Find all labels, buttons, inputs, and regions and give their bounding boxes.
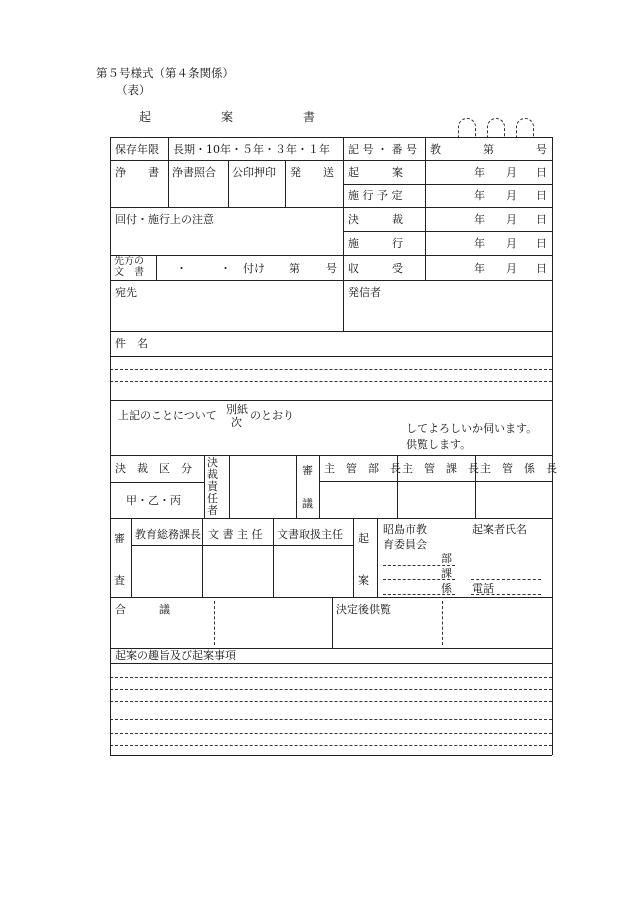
org-line-1: 昭島市教 xyxy=(383,523,427,536)
date-dots: ・ ・ xyxy=(176,262,231,275)
draft-label: 起 案 xyxy=(348,166,403,179)
request-opt-following: 次 xyxy=(231,416,242,429)
symbol-number-label: 記 号 ・ 番 号 xyxy=(348,143,417,156)
org-line-2: 育委員会 xyxy=(383,538,427,551)
document-chief: 文 書 主 任 xyxy=(208,528,263,541)
division-options: 甲・乙・丙 xyxy=(126,494,181,507)
request-line-2: 供覧します。 xyxy=(406,438,472,451)
dest-doc-label-2: 文 書 xyxy=(114,267,144,278)
retention-options: 長期・10年・５年・３年・１年 xyxy=(173,143,330,156)
division-label: 決 裁 区 分 xyxy=(115,462,192,475)
kakari-label: 係 xyxy=(441,582,452,595)
manager-label: 主 管 課 長 xyxy=(402,462,479,475)
enforce-date-label: 施 行 予 定 xyxy=(348,189,403,202)
deliberation-label-2: 議 xyxy=(302,497,313,510)
dest-doc-label-1: 先方の xyxy=(114,256,144,267)
side-label: （表） xyxy=(116,83,151,97)
date-month: 月 xyxy=(506,213,517,226)
draft-side-label-1: 起 xyxy=(358,532,369,545)
draft-side-label-2: 案 xyxy=(358,574,369,587)
date-year: 年 xyxy=(474,189,485,202)
send-label: 発 送 xyxy=(290,166,334,179)
date-year: 年 xyxy=(474,166,485,179)
dated-label: 付け xyxy=(243,262,265,275)
director-label: 主 管 部 長 xyxy=(324,462,401,475)
decision-label: 決 裁 xyxy=(348,213,403,226)
notes-label: 回付・施行上の注意 xyxy=(115,213,214,226)
date-day: 日 xyxy=(536,166,547,179)
deliberation-label-1: 審 xyxy=(302,464,313,477)
inspection-label-2: 査 xyxy=(114,574,125,587)
title-char-1: 起 xyxy=(139,110,152,124)
summary-label: 起案の趣旨及び起案事項 xyxy=(115,649,236,662)
form-number: 第５号様式（第４条関係） xyxy=(96,66,234,80)
seal-mark-2 xyxy=(487,118,505,137)
officer-label-4: 任 xyxy=(207,492,218,505)
title-char-3: 書 xyxy=(303,110,316,124)
addressee-label: 宛先 xyxy=(115,286,137,299)
date-month: 月 xyxy=(506,262,517,275)
date-day: 日 xyxy=(536,237,547,250)
bu-label: 部 xyxy=(441,552,452,565)
date-day: 日 xyxy=(536,262,547,275)
dai-label: 第 xyxy=(483,143,494,156)
date-day: 日 xyxy=(536,213,547,226)
dest-go: 号 xyxy=(326,262,337,275)
chief-label: 主 管 係 長 xyxy=(480,462,557,475)
request-suffix: のとおり xyxy=(250,409,294,422)
date-day: 日 xyxy=(536,189,547,202)
title-char-2: 案 xyxy=(221,110,234,124)
consultation-label: 合 議 xyxy=(115,603,170,616)
officer-label-1: 決 xyxy=(207,456,218,469)
request-line-1: してよろしいか伺います。 xyxy=(406,422,538,435)
date-month: 月 xyxy=(506,189,517,202)
dest-dai: 第 xyxy=(289,262,300,275)
phone-label: 電話 xyxy=(472,582,494,595)
sender-label: 発信者 xyxy=(348,286,381,299)
date-month: 月 xyxy=(506,166,517,179)
enforce-label: 施 行 xyxy=(348,237,403,250)
date-year: 年 xyxy=(474,213,485,226)
general-affairs-manager: 教育総務課長 xyxy=(135,528,201,541)
subject-label: 件 名 xyxy=(115,337,148,350)
kyo-label: 教 xyxy=(430,143,441,156)
date-year: 年 xyxy=(474,262,485,275)
request-prefix: 上記のことについて xyxy=(118,409,217,422)
officer-label-2: 裁 xyxy=(207,468,218,481)
ka-label: 課 xyxy=(441,567,452,580)
retention-label: 保存年限 xyxy=(115,143,159,156)
drafter-name-label: 起案者氏名 xyxy=(472,523,527,536)
document-handler: 文書取扱主任 xyxy=(277,528,343,541)
clean-copy-label: 浄 書 xyxy=(115,166,159,179)
go-label: 号 xyxy=(536,143,547,156)
officer-label-3: 責 xyxy=(207,480,218,493)
copy-check-label: 浄書照合 xyxy=(172,166,216,179)
date-year: 年 xyxy=(474,237,485,250)
seal-mark-1 xyxy=(458,118,476,137)
seal-label: 公印押印 xyxy=(232,166,276,179)
officer-label-5: 者 xyxy=(207,504,218,517)
circulate-label: 決定後供覧 xyxy=(336,603,391,616)
request-opt-attached: 別紙 xyxy=(226,403,248,416)
date-month: 月 xyxy=(506,237,517,250)
inspection-label-1: 審 xyxy=(114,532,125,545)
received-label: 収 受 xyxy=(348,262,403,275)
seal-mark-3 xyxy=(516,118,534,137)
